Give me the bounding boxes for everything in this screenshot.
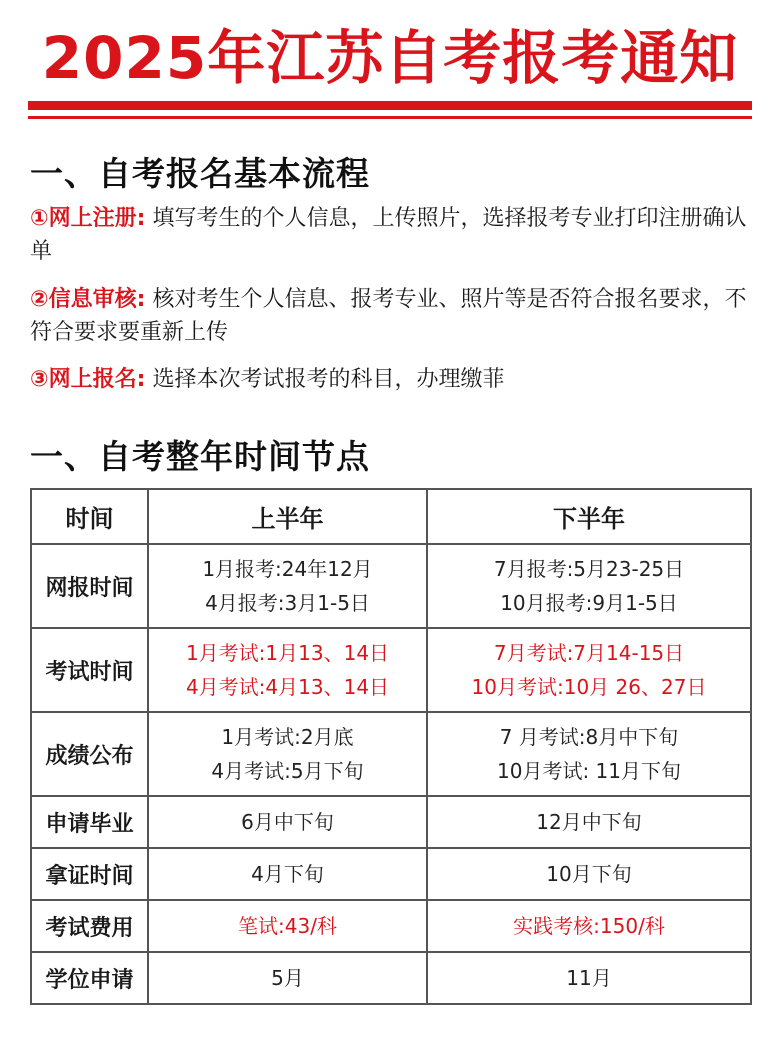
cell-line: 10月报考:9月1-5日 [500, 591, 678, 615]
cell-first-half [148, 712, 427, 796]
cell-line: 4月下旬 [251, 862, 324, 886]
cell-first-half [148, 628, 427, 712]
cell-line: 4月考试:5月下旬 [211, 759, 364, 783]
row-label: 网报时间 [31, 544, 148, 628]
column-header: 上半年 [148, 489, 427, 544]
table-row [31, 628, 751, 712]
table-row [31, 900, 751, 952]
cell-line: 1月报考:24年12月 [202, 557, 373, 581]
cell-first-half [148, 900, 427, 952]
schedule-heading: 一、自考整年时间节点 [30, 437, 370, 476]
step-label: ③网上报名: [30, 367, 146, 392]
cell-line: 12月中下旬 [536, 810, 642, 834]
cell-line: 10月考试:10月 26、27日 [471, 675, 707, 699]
cell-line: 4月报考:3月1-5日 [205, 591, 370, 615]
cell-line: 4月考试:4月13、14日 [185, 675, 390, 699]
step-text: 填写考生的个人信息，上传照片，选择报考专业打印注册确认单 [30, 206, 747, 264]
step-label: ②信息审核: [30, 287, 146, 312]
row-label: 拿证时间 [31, 848, 148, 900]
row-label: 考试时间 [31, 628, 148, 712]
cell-second-half [427, 900, 751, 952]
cell-line: 7 月考试:8月中下旬 [499, 725, 679, 749]
process-step-review [30, 283, 750, 349]
table-row [31, 712, 751, 796]
cell-second-half [427, 544, 751, 628]
step-label: ①网上注册: [30, 206, 146, 231]
cell-line: 5月 [271, 966, 304, 990]
row-label: 申请毕业 [31, 796, 148, 848]
cell-first-half [148, 796, 427, 848]
step-text: 核对考生个人信息、报考专业、照片等是否符合报名要求，不符合要求要重新上传 [30, 287, 747, 345]
cell-line: 7月报考:5月23-25日 [493, 557, 685, 581]
schedule-table [30, 488, 752, 1005]
title-rule-thin [28, 116, 752, 119]
column-header: 下半年 [427, 489, 751, 544]
row-label: 考试费用 [31, 900, 148, 952]
cell-line: 7月考试:7月14-15日 [493, 641, 685, 665]
cell-second-half [427, 952, 751, 1004]
cell-line: 11月 [566, 966, 612, 990]
process-step-enroll [30, 363, 750, 396]
cell-second-half [427, 796, 751, 848]
cell-second-half [427, 848, 751, 900]
column-header: 时间 [31, 489, 148, 544]
page-title: 2025年江苏自考报考通知 [41, 24, 739, 92]
cell-line: 1月考试:2月底 [221, 725, 354, 749]
row-label: 学位申请 [31, 952, 148, 1004]
table-row [31, 796, 751, 848]
title-rule-thick [28, 101, 752, 110]
process-step-register [30, 202, 750, 268]
cell-first-half [148, 952, 427, 1004]
row-label: 成绩公布 [31, 712, 148, 796]
cell-second-half [427, 628, 751, 712]
table-row [31, 848, 751, 900]
process-heading: 一、自考报名基本流程 [30, 154, 370, 193]
table-row [31, 952, 751, 1004]
cell-line: 实践考核:150/科 [513, 914, 665, 938]
table-header-row [31, 489, 751, 544]
cell-second-half [427, 712, 751, 796]
cell-line: 10月下旬 [546, 862, 632, 886]
cell-line: 6月中下旬 [241, 810, 334, 834]
cell-first-half [148, 848, 427, 900]
table-row [31, 544, 751, 628]
cell-line: 笔试:43/科 [238, 914, 337, 938]
cell-line: 1月考试:1月13、14日 [185, 641, 390, 665]
cell-first-half [148, 544, 427, 628]
cell-line: 10月考试: 11月下旬 [497, 759, 681, 783]
step-text: 选择本次考试报考的科目，办理缴菲 [152, 367, 505, 392]
